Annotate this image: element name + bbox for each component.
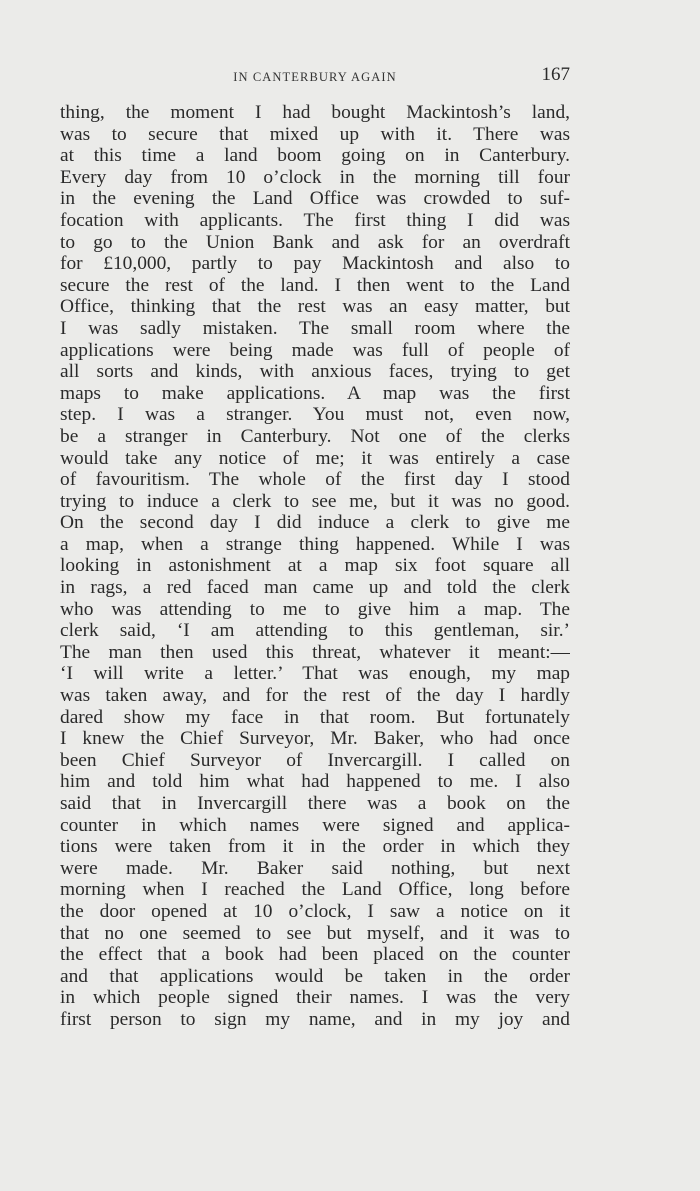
text-line: trying to induce a clerk to see me, but it was no good. [60, 490, 570, 512]
text-line: the effect that a book had been placed on the counter [60, 944, 570, 966]
text-line: said that in Invercargill there was a book on the [60, 793, 570, 814]
text-line: at this time a land boom going on in Canterbury. [60, 145, 570, 167]
text-line: step. I was a stranger. You must not, even now, [60, 404, 570, 426]
text-line: and that applications would be taken in the order [60, 965, 570, 987]
text-line: of favouritism. The whole of the first day I stood [60, 469, 570, 491]
text-line: I knew the Chief Surveyor, Mr. Baker, who had once [60, 728, 570, 750]
page-number: 167 [541, 64, 570, 85]
text-line: maps to make applications. A map was the first [60, 382, 570, 404]
running-head [60, 64, 570, 90]
text-line: The man then used this threat, whatever it meant:— [60, 641, 570, 663]
text-line: first person to sign my name, and in my joy and [60, 1008, 570, 1030]
body-text [60, 102, 570, 1031]
running-title: IN CANTERBURY AGAIN [233, 70, 397, 84]
text-line: applications were being made was full of people of [60, 339, 570, 361]
text-line: in the evening the Land Office was crowded to suf- [60, 188, 570, 210]
text-line: I was sadly mistaken. The small room where the [60, 317, 570, 339]
text-line: morning when I reached the Land Office, long before [60, 879, 570, 901]
text-line: looking in astonishment at a map six foot square all [60, 555, 570, 577]
text-line: to go to the Union Bank and ask for an overdraft [60, 231, 570, 253]
text-line: been Chief Surveyor of Invercargill. I called on [60, 749, 570, 771]
text-line: for £10,000, partly to pay Mackintosh and also to [60, 253, 570, 275]
text-line: the door opened at 10 o’clock, I saw a notice on it [60, 900, 570, 922]
text-line: Every day from 10 o’clock in the morning till four [60, 166, 570, 188]
text-line: was to secure that mixed up with it. There was [60, 123, 570, 145]
text-line: counter in which names were signed and applica- [60, 814, 570, 836]
text-line: clerk said, ‘I am attending to this gentleman, sir.’ [60, 620, 570, 642]
text-line: tions were taken from it in the order in which they [60, 836, 570, 858]
text-line: him and told him what had happened to me. I also [60, 771, 570, 793]
text-line: be a stranger in Canterbury. Not one of the clerks [60, 425, 570, 447]
text-line: a map, when a strange thing happened. While I was [60, 533, 570, 555]
text-line: in which people signed their names. I was the very [60, 987, 570, 1009]
text-line: focation with applicants. The first thing I did was [60, 209, 570, 231]
text-line: in rags, a red faced man came up and told the clerk [60, 577, 570, 599]
text-line: who was attending to me to give him a map. The [60, 598, 570, 620]
text-line: ‘I will write a letter.’ That was enough, my map [60, 663, 570, 685]
text-line: was taken away, and for the rest of the day I hardly [60, 685, 570, 707]
text-line: On the second day I did induce a clerk to give me [60, 512, 570, 534]
text-line: dared show my face in that room. But fortunately [60, 706, 570, 728]
text-line: Office, thinking that the rest was an easy matter, but [60, 296, 570, 318]
text-line: that no one seemed to see but myself, and it was to [60, 922, 570, 944]
text-line: thing, the moment I had bought Mackintosh’s land, [60, 102, 570, 123]
text-line: were made. Mr. Baker said nothing, but next [60, 857, 570, 879]
text-line: all sorts and kinds, with anxious faces, trying to get [60, 361, 570, 383]
text-line: secure the rest of the land. I then went to the Land [60, 274, 570, 296]
text-line: would take any notice of me; it was entirely a case [60, 447, 570, 469]
